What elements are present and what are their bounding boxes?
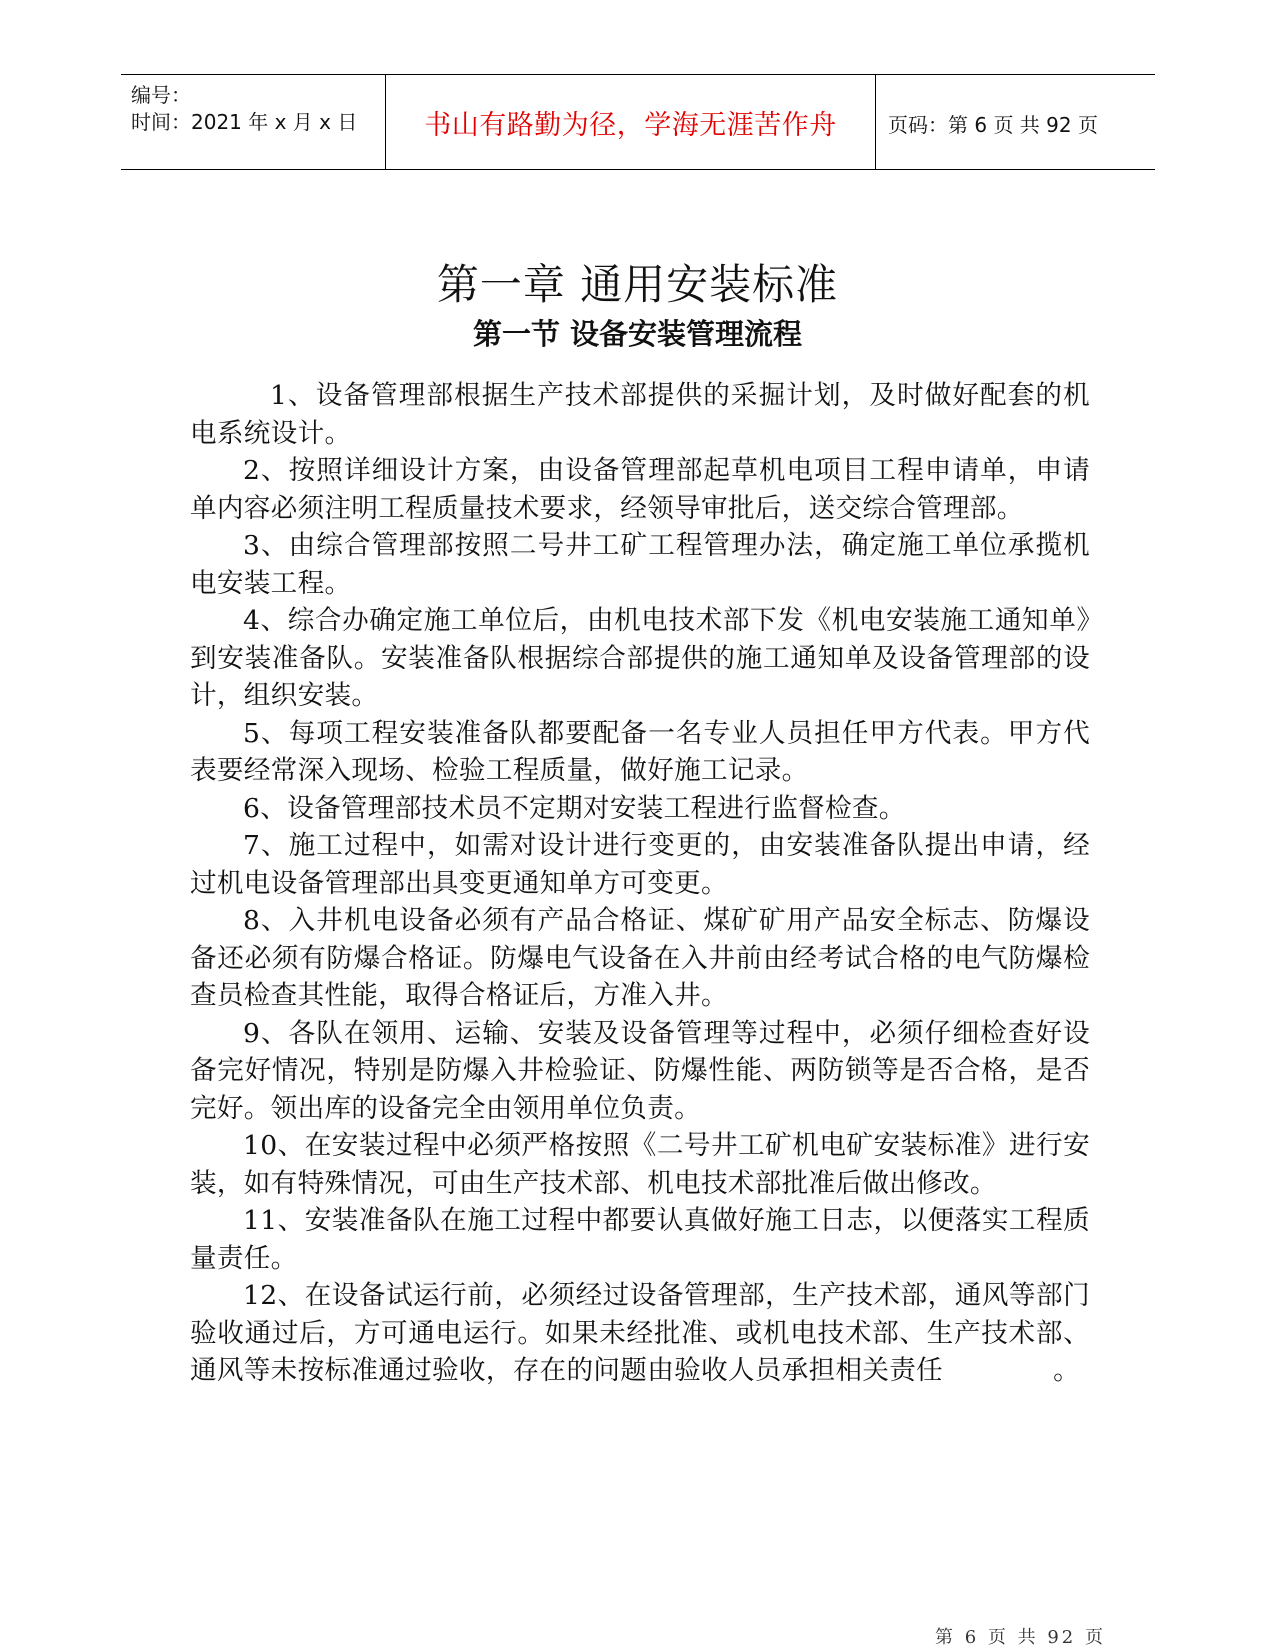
paragraph: 11、安装准备队在施工过程中都要认真做好施工日志，以便落实工程质量责任。 bbox=[190, 1205, 1090, 1274]
section-title: 第一节 设备安装管理流程 bbox=[472, 317, 803, 351]
paragraph: 5、每项工程安装准备队都要配备一名专业人员担任甲方代表。甲方代表要经常深入现场、检验工程质量，做好施工记录。 bbox=[190, 717, 1090, 786]
document-number-label: 编号： bbox=[131, 83, 191, 107]
paragraph-tail-punctuation: 。 bbox=[1053, 1355, 1080, 1386]
header-page-cell bbox=[876, 75, 1155, 169]
paragraph: 3、由综合管理部按照二号井工矿工程管理办法，确定施工单位承揽机电安装工程。 bbox=[190, 530, 1090, 599]
paragraph-text: 12、在设备试运行前，必须经过设备管理部，生产技术部，通风等部门验收通过后，方可通电运行。如果未经批准、或机电技术部、生产技术部、通风等未按标准通过验收，存在的问题由验收人员承担相关责任 bbox=[190, 1280, 1090, 1386]
paragraph: 7、施工过程中，如需对设计进行变更的，由安装准备队提出申请，经过机电设备管理部出具变更通知单方可变更。 bbox=[190, 830, 1090, 899]
paragraph: 6、设备管理部技术员不定期对安装工程进行监督检查。 bbox=[243, 792, 906, 824]
page-footer: 第 6 页 共 92 页 bbox=[935, 1627, 1106, 1648]
paragraph: 9、各队在领用、运输、安装及设备管理等过程中，必须仔细检查好设备完好情况，特别是防爆入井检验证、防爆性能、两防锁等是否合格，是否完好。领出库的设备完全由领用单位负责。 bbox=[190, 1017, 1090, 1124]
paragraph-last bbox=[190, 1277, 1090, 1390]
paragraph: 10、在安装过程中必须严格按照《二号井工矿机电矿安装标准》进行安装，如有特殊情况，可由生产技术部、机电技术部批准后做出修改。 bbox=[190, 1130, 1090, 1199]
document-time-label: 时间：2021 年 x 月 x 日 bbox=[131, 110, 358, 134]
header-motto-cell bbox=[385, 75, 876, 169]
paragraph: 8、入井机电设备必须有产品合格证、煤矿矿用产品安全标志、防爆设备还必须有防爆合格证。防爆电气设备在入井前由经考试合格的电气防爆检查员检查其性能，取得合格证后，方准入井。 bbox=[190, 905, 1090, 1011]
paragraph: 1、设备管理部根据生产技术部提供的采掘计划，及时做好配套的机电系统设计。 bbox=[190, 380, 1090, 449]
header-page-number: 页码：第 6 页 共 92 页 bbox=[888, 113, 1098, 137]
paragraph: 4、综合办确定施工单位后，由机电技术部下发《机电安装施工通知单》到安装准备队。安装准备队根据综合部提供的施工通知单及设备管理部的设计，组织安装。 bbox=[190, 605, 1090, 711]
motto-text: 书山有路勤为径，学海无涯苦作舟 bbox=[424, 110, 837, 141]
header-info-cell bbox=[121, 75, 385, 169]
paragraph: 2、按照详细设计方案，由设备管理部起草机电项目工程申请单，申请单内容必须注明工程质量技术要求，经领导审批后，送交综合管理部。 bbox=[190, 455, 1090, 524]
header-table bbox=[121, 74, 1155, 170]
chapter-title: 第一章 通用安装标准 bbox=[436, 260, 839, 309]
document-body bbox=[190, 377, 1090, 1390]
